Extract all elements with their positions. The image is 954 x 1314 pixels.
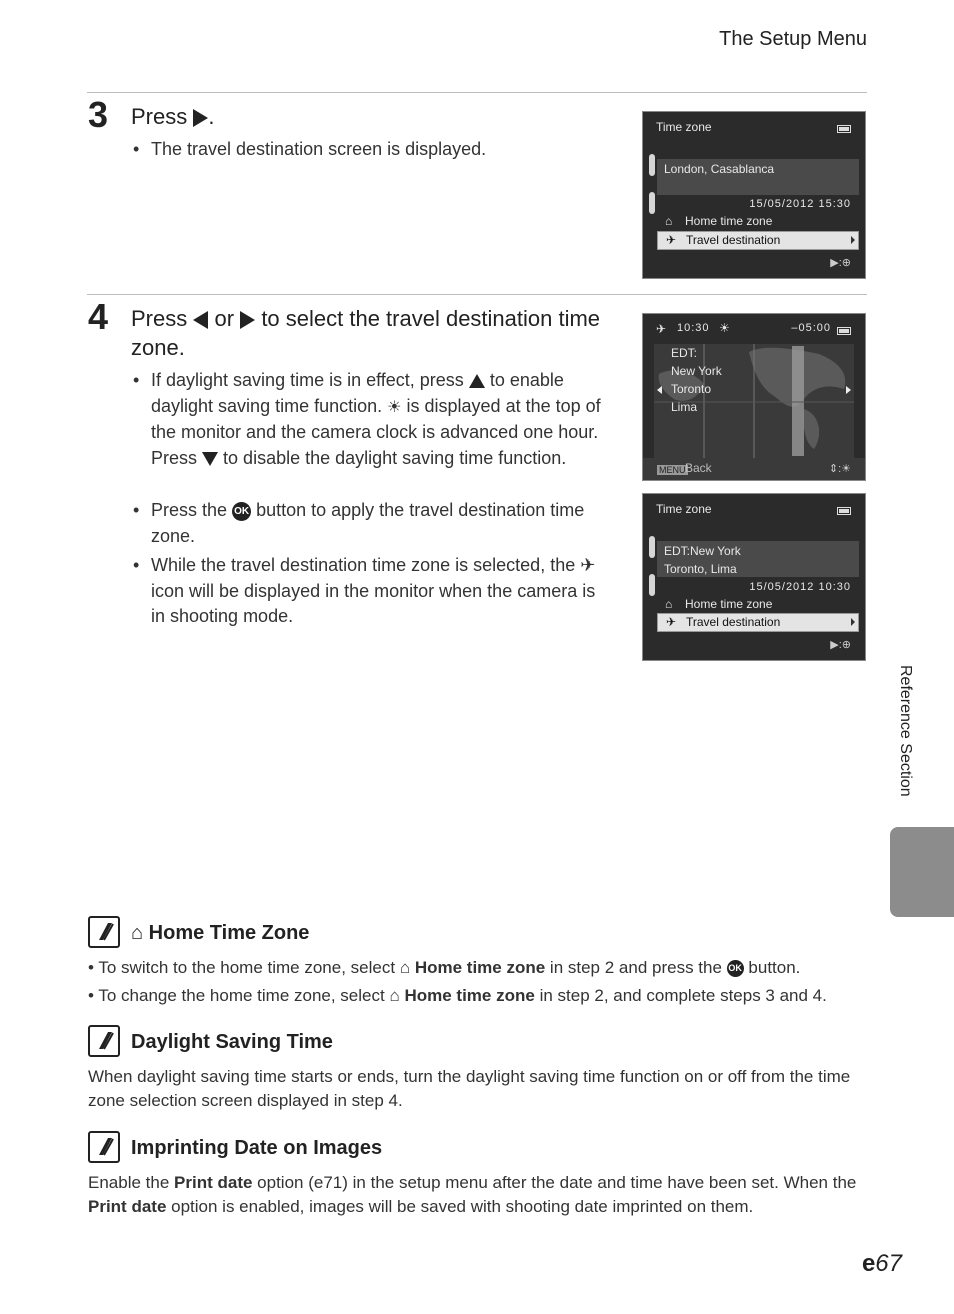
date-time: 15/05/2012 10:30 (749, 581, 851, 593)
play-globe-icon: ▶:⊕ (830, 639, 851, 651)
clock-time: 10:30 (677, 322, 710, 334)
note-heading: ⌂ Home Time Zone (131, 922, 310, 944)
reference-section-icon: e (861, 1250, 876, 1277)
divider (87, 294, 867, 295)
step-number: 3 (88, 94, 109, 135)
list-item: • Press the OK button to apply the travel destination time zone. (133, 500, 585, 546)
section-tab[interactable] (890, 827, 954, 917)
scroll-left-icon[interactable] (657, 386, 662, 394)
menu-item-travel-destination[interactable]: ✈ Travel destination (657, 613, 859, 632)
daylight-saving-icon: ☀ (719, 321, 730, 335)
note-heading: Imprinting Date on Images (131, 1137, 383, 1159)
airplane-outline-icon: ✈ (580, 555, 596, 575)
list-item: • The travel destination screen is displayed. (133, 139, 487, 159)
home-icon: ⌂ (665, 597, 673, 611)
city-line: EDT:New York (664, 544, 741, 558)
list-item: • To switch to the home time zone, select ⌂ Home time zone in step 2 and press the OK button. (88, 958, 801, 977)
date-time: 15/05/2012 15:30 (749, 198, 851, 210)
home-icon: ⌂ (131, 922, 144, 944)
down-arrow-icon (202, 452, 218, 466)
up-arrow-icon (469, 374, 485, 388)
right-arrow-icon (193, 109, 208, 127)
battery-icon (837, 327, 851, 335)
menu-button-icon[interactable]: MENU (659, 465, 686, 475)
scroll-right-icon[interactable] (846, 386, 851, 394)
city-line: Toronto, Lima (664, 562, 737, 576)
updown-dst-icon: ⇕:☀ (828, 463, 851, 475)
screen-title: Time zone (656, 120, 712, 134)
ok-button-icon: OK (727, 960, 744, 977)
battery-icon (837, 507, 851, 515)
camera-screen-travel-destination (642, 111, 866, 279)
note-icon (88, 1131, 120, 1163)
city-name: London, Casablanca (664, 162, 775, 176)
ok-button-icon: OK (232, 502, 251, 521)
camera-screen-world-map (642, 313, 866, 481)
page-number: e67 (861, 1250, 902, 1277)
camera-screen-time-zone (642, 493, 866, 661)
section-label: Reference Section (897, 665, 914, 797)
zone-label: EDT: (671, 346, 698, 360)
reference-section-icon: e (313, 1173, 324, 1192)
left-arrow-icon (193, 311, 208, 329)
list-item: • To change the home time zone, select ⌂ Home time zone in step 2, and complete steps 3 and 4. (88, 986, 827, 1005)
home-icon: ⌂ (665, 214, 673, 228)
menu-item-home-time-zone[interactable]: ⌂ Home time zone (665, 597, 773, 611)
city-name: New York (671, 364, 722, 378)
utc-offset: –05:00 (791, 322, 831, 334)
home-icon: ⌂ (389, 986, 400, 1005)
menu-item-home-time-zone[interactable]: ⌂ Home time zone (665, 214, 773, 228)
divider (87, 92, 867, 93)
note-heading: Daylight Saving Time (131, 1031, 333, 1053)
airplane-icon: ✈ (666, 233, 677, 247)
daylight-saving-icon: ☀ (387, 398, 402, 416)
note-icon (88, 916, 120, 948)
step-title: Press . (131, 104, 215, 129)
city-name: Lima (671, 400, 698, 414)
note-body: Enable the Print date option (e71) in the setup menu after the date and time have been set. When the Print date option is enabled, images will be saved with shooting date imprinted on them. (88, 1173, 857, 1216)
step-number: 4 (88, 296, 109, 337)
note-icon (88, 1025, 120, 1057)
home-icon: ⌂ (399, 958, 411, 977)
screen-title: Time zone (656, 502, 712, 516)
battery-icon (837, 125, 851, 133)
back-label: Back (685, 461, 712, 475)
city-name: Toronto (671, 382, 712, 396)
play-globe-icon: ▶:⊕ (830, 257, 851, 269)
list-item: • If daylight saving time is in effect, press to enable daylight saving time function. ☀ is displayed at the top of the monitor and the camera clock is advanced one hour. Press to disable the daylight saving time function. (133, 370, 601, 468)
airplane-icon: ✈ (666, 615, 677, 629)
list-item: • While the travel destination time zone is selected, the ✈ icon will be displayed in the monitor when the camera is in shooting mode. (133, 555, 596, 626)
airplane-icon: ✈ (656, 322, 667, 336)
menu-item-travel-destination[interactable]: ✈ Travel destination (657, 231, 859, 250)
chevron-right-icon (851, 618, 855, 626)
chevron-right-icon (851, 236, 855, 244)
note-body: When daylight saving time starts or ends, turn the daylight saving time function on or off from the time zone selection screen displayed in step 4. (88, 1067, 851, 1110)
right-arrow-icon (240, 311, 255, 329)
step-title: Press or to select the travel destination time zone. (131, 306, 601, 360)
running-header: The Setup Menu (719, 28, 867, 50)
